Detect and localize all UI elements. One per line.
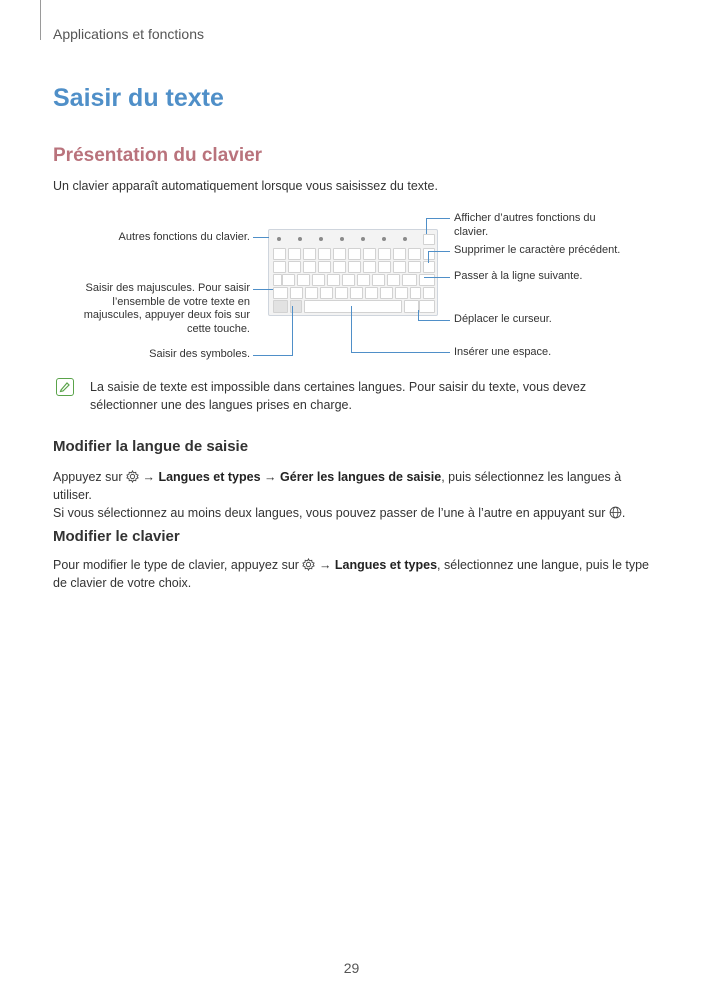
callout-line bbox=[418, 310, 419, 321]
key bbox=[327, 274, 340, 286]
languages-types-link: Langues et types bbox=[334, 558, 438, 572]
language-heading: Modifier la langue de saisie bbox=[53, 438, 249, 455]
languages-types-link: Langues et types bbox=[158, 470, 261, 484]
callout-line bbox=[418, 320, 450, 321]
manage-languages-link: Gérer les langues de saisie bbox=[280, 470, 442, 484]
callout-line bbox=[351, 306, 352, 353]
key bbox=[348, 261, 361, 273]
key bbox=[318, 261, 331, 273]
globe-icon bbox=[609, 506, 622, 519]
callout-symbols: Saisir des symboles. bbox=[149, 348, 250, 360]
key bbox=[408, 261, 421, 273]
page-title: Saisir du texte bbox=[53, 84, 224, 112]
key bbox=[273, 274, 282, 286]
keyboard-function-icon bbox=[298, 237, 302, 241]
key bbox=[423, 287, 435, 299]
key bbox=[333, 248, 346, 260]
cursor-left-key bbox=[404, 300, 419, 313]
key bbox=[273, 248, 286, 260]
key bbox=[363, 248, 376, 260]
callout-delete: Supprimer le caractère précédent. bbox=[454, 244, 621, 256]
key bbox=[410, 287, 421, 299]
keyboard-text-a: Pour modifier le type de clavier, appuyez sur bbox=[53, 558, 299, 572]
callout-line bbox=[253, 237, 269, 238]
keyboard-function-icon bbox=[319, 237, 323, 241]
key bbox=[318, 248, 331, 260]
key bbox=[305, 287, 318, 299]
keyboard-function-icon bbox=[403, 237, 407, 241]
backspace-key bbox=[423, 261, 435, 273]
keyboard-heading: Modifier le clavier bbox=[53, 528, 180, 545]
keyboard-function-icon bbox=[277, 237, 281, 241]
keyboard-paragraph bbox=[53, 556, 653, 592]
cursor-right-key bbox=[419, 300, 435, 313]
language-paragraph bbox=[53, 468, 653, 522]
symbols-key bbox=[273, 300, 288, 313]
key bbox=[335, 287, 348, 299]
language-text-f: , puis sélectionnez les langues à utiliser. bbox=[53, 470, 622, 502]
space-key bbox=[304, 300, 402, 313]
keyboard-illustration bbox=[268, 229, 438, 316]
language-text-a: Appuyez sur bbox=[53, 470, 123, 484]
callout-line bbox=[428, 251, 450, 252]
key bbox=[290, 287, 303, 299]
key bbox=[393, 261, 406, 273]
key bbox=[320, 287, 333, 299]
key bbox=[402, 274, 417, 286]
callout-new-line: Passer à la ligne suivante. bbox=[454, 270, 583, 282]
key bbox=[288, 261, 301, 273]
key bbox=[312, 274, 325, 286]
callout-line bbox=[426, 218, 427, 234]
key bbox=[350, 287, 363, 299]
presentation-heading: Présentation du clavier bbox=[53, 145, 263, 166]
key bbox=[297, 274, 310, 286]
note-pencil-icon bbox=[56, 378, 74, 396]
key bbox=[363, 261, 376, 273]
callout-line bbox=[351, 352, 450, 353]
callout-space: Insérer une espace. bbox=[454, 346, 552, 358]
keyboard-function-icon bbox=[382, 237, 386, 241]
key bbox=[273, 261, 286, 273]
enter-key bbox=[419, 274, 435, 286]
callout-line bbox=[253, 289, 273, 290]
key bbox=[333, 261, 346, 273]
key bbox=[288, 248, 301, 260]
callout-line bbox=[424, 277, 450, 278]
key bbox=[395, 287, 408, 299]
keyboard-function-icon bbox=[361, 237, 365, 241]
keyboard-text-d: , sélectionnez une langue, puis le type bbox=[437, 558, 649, 572]
key bbox=[365, 287, 378, 299]
key bbox=[378, 261, 391, 273]
key bbox=[282, 274, 295, 286]
keyboard-function-icon bbox=[340, 237, 344, 241]
callout-line bbox=[428, 251, 429, 263]
key bbox=[423, 248, 435, 260]
key bbox=[348, 248, 361, 260]
page-number: 29 bbox=[343, 960, 360, 976]
arrow-text: → bbox=[318, 558, 332, 572]
settings-gear-icon bbox=[302, 558, 315, 571]
shift-key bbox=[273, 287, 288, 299]
key bbox=[387, 274, 400, 286]
note-text: La saisie de texte est impossible dans certaines langues. Pour saisir du texte, vous devez sélectionner une des langues prises en charge. bbox=[90, 380, 587, 412]
header-rule bbox=[40, 0, 41, 40]
arrow-text: → bbox=[142, 470, 155, 484]
language-text-p2: Si vous sélectionnez au moins deux langues, vous pouvez passer de l’une à l’autre en appuyant sur bbox=[53, 506, 606, 520]
key bbox=[303, 261, 316, 273]
callout-move-cursor: Déplacer le curseur. bbox=[454, 313, 552, 325]
callout-other-functions: Autres fonctions du clavier. bbox=[118, 231, 250, 243]
key bbox=[357, 274, 370, 286]
key bbox=[378, 248, 391, 260]
key bbox=[342, 274, 355, 286]
callout-more-functions: Afficher d’autres fonctions du clavier. bbox=[454, 212, 596, 238]
keyboard-expand-key bbox=[423, 234, 435, 245]
key bbox=[393, 248, 406, 260]
language-text-end: . bbox=[621, 506, 626, 520]
settings-gear-icon bbox=[126, 470, 139, 483]
callout-line bbox=[253, 355, 293, 356]
callout-line bbox=[292, 306, 293, 356]
section-header: Applications et fonctions bbox=[53, 26, 204, 42]
key bbox=[372, 274, 385, 286]
keyboard-text-p2: de clavier de votre choix. bbox=[53, 576, 192, 590]
callout-line bbox=[426, 218, 450, 219]
key bbox=[303, 248, 316, 260]
key bbox=[380, 287, 393, 299]
arrow-text: → bbox=[264, 470, 277, 484]
key bbox=[408, 248, 421, 260]
presentation-intro: Un clavier apparaît automatiquement lorsque vous saisissez du texte. bbox=[53, 179, 438, 193]
callout-shift: Saisir des majuscules. Pour saisir l’ensemble de votre texte en majuscules, appuyer deux fois sur cette touche. bbox=[83, 282, 250, 335]
